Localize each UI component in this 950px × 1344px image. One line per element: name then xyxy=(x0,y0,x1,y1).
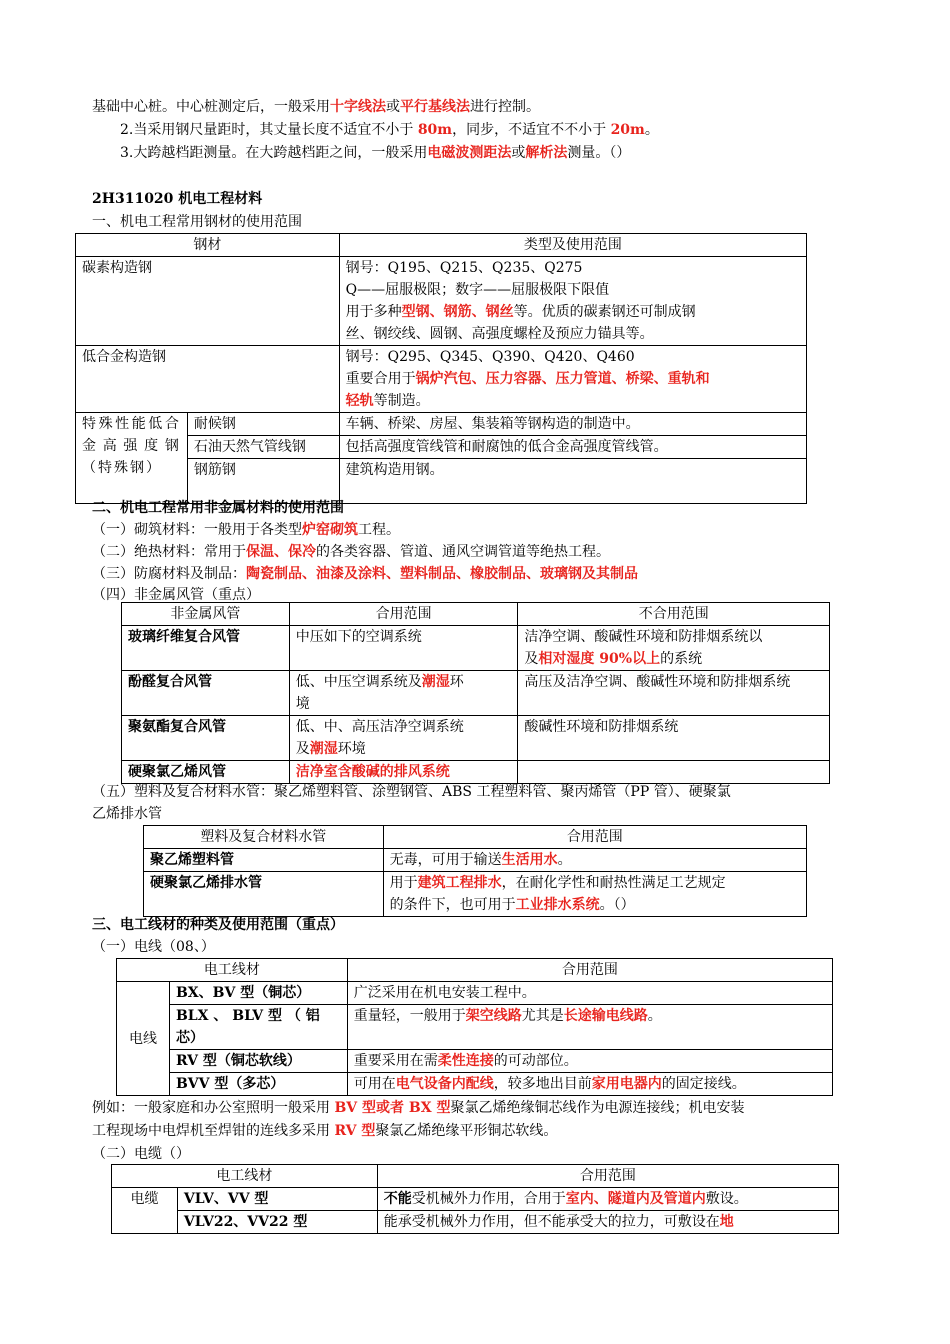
table-row xyxy=(122,626,830,671)
pipe-table xyxy=(143,825,807,917)
pipe-use-pe: 无毒，可用于输送生活用水。 xyxy=(383,849,806,872)
table-row xyxy=(76,346,807,413)
steel-sub-rebar: 钢筋钢 xyxy=(187,459,339,504)
table-row xyxy=(76,234,807,257)
duct-header-nouse: 不合用范围 xyxy=(518,603,830,626)
nonmetal-item-3: （三）防腐材料及制品：陶瓷制品、油漆及涂料、塑料制品、橡胶制品、玻璃钢及其制品 xyxy=(92,566,638,582)
cable-group-label: 电缆 xyxy=(112,1188,178,1234)
steel-sub-weathering: 耐候钢 xyxy=(187,413,339,436)
steel-table xyxy=(75,233,807,504)
cable-use-vlv: 不能受机械外力作用，合用于室内、隧道内及管道内敷设。 xyxy=(377,1188,838,1211)
nonmetal-item-2: （二）绝热材料：常用于保温、保冷的各类容器、管道、通风空调管道等绝热工程。 xyxy=(92,544,610,560)
nonmetal-heading: 二、机电工程常用非金属材料的使用范围 xyxy=(92,500,344,516)
nonmetal-item-1: （一）砌筑材料：一般用于各类型炉窑砌筑工程。 xyxy=(92,522,400,538)
pipe-name-pe: 聚乙烯塑料管 xyxy=(144,849,384,872)
duct-nouse-phenolic: 高压及洁净空调、酸碱性环境和防排烟系统 xyxy=(518,671,830,716)
nonmetal-item-5-cont: 乙烯排水管 xyxy=(92,806,162,822)
example-line-1: 例如：一般家庭和办公室照明一般采用 BV 型或者 BX 型聚氯乙烯绝缘铜芯线作为电源连接线；机电安装 xyxy=(92,1100,745,1116)
intro-line-3: 3.大跨越档距测量。在大跨越档距之间，一般采用电磁波测距法或解析法测量。（） xyxy=(120,145,631,161)
table-row xyxy=(117,1050,833,1073)
duct-table xyxy=(121,602,830,784)
pipe-header-name: 塑料及复合材料水管 xyxy=(144,826,384,849)
wire-use-bvv: 可用在电气设备内配线，较多地出目前家用电器内的固定接线。 xyxy=(347,1073,832,1096)
table-row xyxy=(122,716,830,761)
duct-use-polyurethane: 低、中、高压洁净空调系统 及潮湿环境 xyxy=(289,716,518,761)
duct-name-glassfiber: 玻璃纤维复合风管 xyxy=(122,626,290,671)
table-row xyxy=(112,1188,839,1211)
pipe-name-pvc: 硬聚氯乙烯排水管 xyxy=(144,872,384,917)
steel-usage-pipeline: 包括高强度管线管和耐腐蚀的低合金高强度管线管。 xyxy=(339,436,806,459)
wire-subheading: （一）电线（08、） xyxy=(92,939,215,955)
cable-name-vlv22: VLV22、VV22 型 xyxy=(177,1211,377,1234)
cable-name-vlv: VLV、VV 型 xyxy=(177,1188,377,1211)
wire-group-label: 电线 xyxy=(117,982,170,1096)
wire-use-blx: 重量轻，一般用于架空线路尤其是长途输电线路。 xyxy=(347,1005,832,1050)
wire-name-bvv: BVV 型（多芯） xyxy=(169,1073,347,1096)
table-row xyxy=(76,413,807,436)
wire-use-rv: 重要采用在需柔性连接的可动部位。 xyxy=(347,1050,832,1073)
intro-line-2: 2.当采用钢尺量距时，其丈量长度不适宜不小于 80m，同步，不适宜不不小于 20m。 xyxy=(120,122,659,138)
wire-header-name: 电工线材 xyxy=(117,959,348,982)
nonmetal-item-5: （五）塑料及复合材料水管：聚乙烯塑料管、涂塑钢管、ABS 工程塑料管、聚丙烯管（PP 管）、硬聚氯 xyxy=(92,784,731,800)
table-row xyxy=(144,826,807,849)
wire-use-bx: 广泛采用在机电安装工程中。 xyxy=(347,982,832,1005)
cable-header-use: 合用范围 xyxy=(377,1165,838,1188)
steel-usage-carbon: 钢号：Q195、Q215、Q235、Q275 Q——屈服极限；数字——屈服极限下限值 用于多种型钢、钢筋、钢丝等。优质的碳素钢还可制成钢 丝、钢绞线、圆钢、高强度螺栓及预应力锚具等。 xyxy=(339,257,806,346)
pipe-use-pvc: 用于建筑工程排水，在耐化学性和耐热性满足工艺规定 的条件下，也可用于工业排水系统。（） xyxy=(383,872,806,917)
pipe-header-use: 合用范围 xyxy=(383,826,806,849)
steel-name-carbon: 碳素构造钢 xyxy=(76,257,340,346)
duct-use-pvc: 洁净室含酸碱的排风系统 xyxy=(289,761,518,784)
duct-nouse-polyurethane: 酸碱性环境和防排烟系统 xyxy=(518,716,830,761)
wire-table xyxy=(116,958,833,1096)
table-row xyxy=(122,671,830,716)
wire-name-blx: BLX 、 BLV 型 （ 铝 芯） xyxy=(169,1005,347,1050)
duct-header-use: 合用范围 xyxy=(289,603,518,626)
table-row xyxy=(117,1005,833,1050)
steel-name-lowalloy: 低合金构造钢 xyxy=(76,346,340,413)
duct-use-phenolic: 低、中压空调系统及潮湿环 境 xyxy=(289,671,518,716)
duct-name-polyurethane: 聚氨酯复合风管 xyxy=(122,716,290,761)
duct-header-name: 非金属风管 xyxy=(122,603,290,626)
cable-header-name: 电工线材 xyxy=(112,1165,378,1188)
duct-use-glassfiber: 中压如下的空调系统 xyxy=(289,626,518,671)
table-row xyxy=(76,257,807,346)
table-row xyxy=(117,1073,833,1096)
duct-name-pvc: 硬聚氯乙烯风管 xyxy=(122,761,290,784)
wire-name-rv: RV 型（铜芯软线） xyxy=(169,1050,347,1073)
cable-use-vlv22: 能承受机械外力作用，但不能承受大的拉力，可敷设在地 xyxy=(377,1211,838,1234)
steel-usage-lowalloy: 钢号：Q295、Q345、Q390、Q420、Q460 重要合用于锅炉汽包、压力容器、压力管道、桥梁、重轨和 轻轨等制造。 xyxy=(339,346,806,413)
duct-name-phenolic: 酚醛复合风管 xyxy=(122,671,290,716)
duct-nouse-glassfiber: 洁净空调、酸碱性环境和防排烟系统以 及相对湿度 90%以上的系统 xyxy=(518,626,830,671)
table-row xyxy=(122,603,830,626)
table-row xyxy=(112,1211,839,1234)
wire-name-bx: BX、BV 型（铜芯） xyxy=(169,982,347,1005)
cable-subheading: （二）电缆（） xyxy=(92,1146,190,1162)
example-line-2: 工程现场中电焊机至焊钳的连线多采用 RV 型聚氯乙烯绝缘平形铜芯软线。 xyxy=(92,1123,558,1139)
steel-sub-pipeline: 石油天然气管线钢 xyxy=(187,436,339,459)
steel-name-special: 特殊性能低合金高强度钢（特殊钢） xyxy=(76,413,188,504)
table-row xyxy=(117,959,833,982)
steel-usage-rebar: 建筑构造用钢。 xyxy=(339,459,806,504)
steel-heading: 一、机电工程常用钢材的使用范围 xyxy=(92,214,302,230)
intro-line-1: 基础中心桩。中心桩测定后，一般采用十字线法或平行基线法进行控制。 xyxy=(92,99,540,115)
section-title: 2H311020 机电工程材料 xyxy=(92,191,263,207)
table-row xyxy=(144,849,807,872)
wire-heading: 三、电工线材的种类及使用范围（重点） xyxy=(92,917,344,933)
steel-header-usage: 类型及使用范围 xyxy=(339,234,806,257)
table-row xyxy=(112,1165,839,1188)
steel-usage-weathering: 车辆、桥梁、房屋、集装箱等钢构造的制造中。 xyxy=(339,413,806,436)
cable-table xyxy=(111,1164,839,1234)
table-row xyxy=(117,982,833,1005)
steel-header-material: 钢材 xyxy=(76,234,340,257)
table-row xyxy=(144,872,807,917)
nonmetal-item-4: （四）非金属风管（重点） xyxy=(92,587,260,603)
wire-header-use: 合用范围 xyxy=(347,959,832,982)
